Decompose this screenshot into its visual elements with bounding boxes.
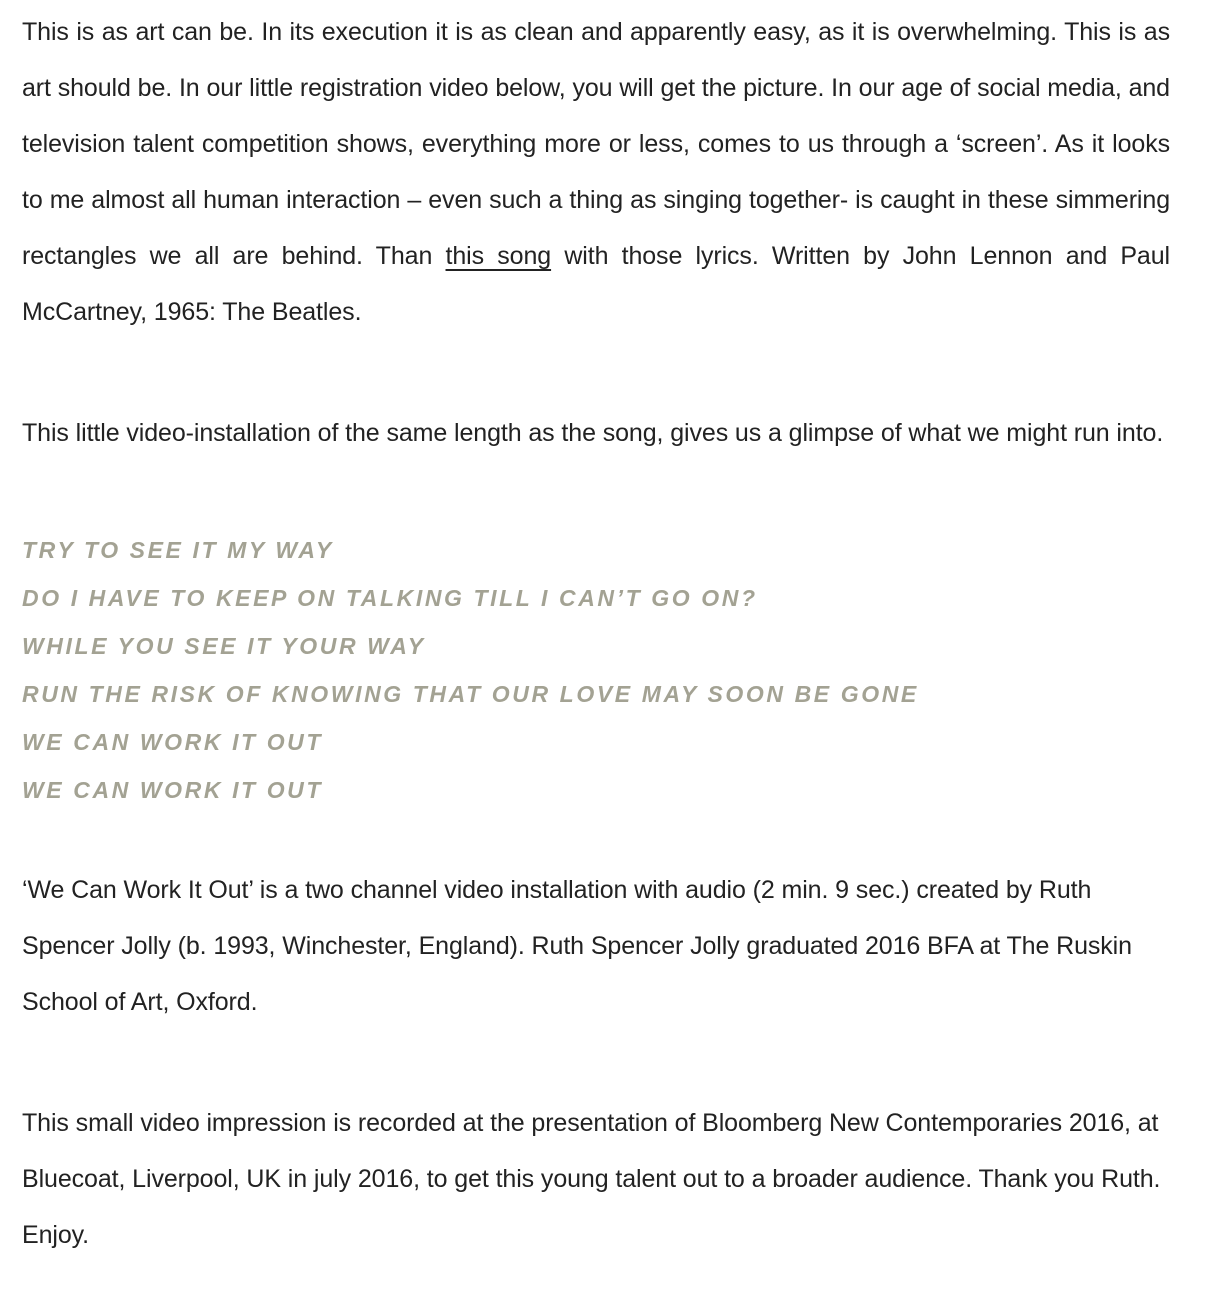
credits-paragraph: ‘We Can Work It Out’ is a two channel video installation with audio (2 min. 9 sec.) created by Ruth Spencer Jolly (b. 1993, Winchester, England). Ruth Spencer Jolly graduated 2016 BFA at The Ruskin School of Art, Oxford. — [22, 876, 1132, 1016]
closing-paragraph: This small video impression is recorded at the presentation of Bloomberg New Contemporaries 2016, at Bluecoat, Liverpool, UK in july 2016, to get this young talent out to a broader audience. Thank you Ruth. Enjoy. — [22, 1109, 1161, 1249]
paragraph-spacer — [22, 461, 1170, 526]
intro-paragraph — [22, 4, 1170, 340]
article-body — [22, 4, 1170, 1263]
paragraph-spacer — [22, 340, 1170, 405]
lyric-line: TRY TO SEE IT MY WAY — [22, 537, 334, 563]
lyric-line: WE CAN WORK IT OUT — [22, 729, 324, 755]
installation-paragraph: This little video-installation of the same length as the song, gives us a glimpse of what we might run into. — [22, 419, 1164, 447]
lyric-line: WHILE YOU SEE IT YOUR WAY — [22, 633, 426, 659]
lyric-line: WE CAN WORK IT OUT — [22, 777, 324, 803]
lyric-line: DO I HAVE TO KEEP ON TALKING TILL I CAN’T GO ON? — [22, 585, 758, 611]
lyrics-block — [22, 526, 1170, 814]
paragraph-spacer — [22, 814, 1170, 862]
this-song-link[interactable]: this song — [445, 242, 552, 270]
intro-text-start: This is as art can be. In its execution it is as clean and apparently easy, as it is overwhelming. This is as art should be. In our little registration video below, you will get the picture. In our age of social media, and television talent competition shows, everything more or less, comes to us through a ‘screen’. As it looks to me almost all human interaction – even such a thing as singing together- is caught in these simmering rectangles we all are behind. Than — [22, 18, 1170, 270]
intro-text-end: with those lyrics. Written by John Lennon and Paul McCartney, 1965: The Beatles. — [22, 242, 1170, 326]
paragraph-spacer — [22, 1030, 1170, 1095]
lyric-line: RUN THE RISK OF KNOWING THAT OUR LOVE MAY SOON BE GONE — [22, 681, 919, 707]
